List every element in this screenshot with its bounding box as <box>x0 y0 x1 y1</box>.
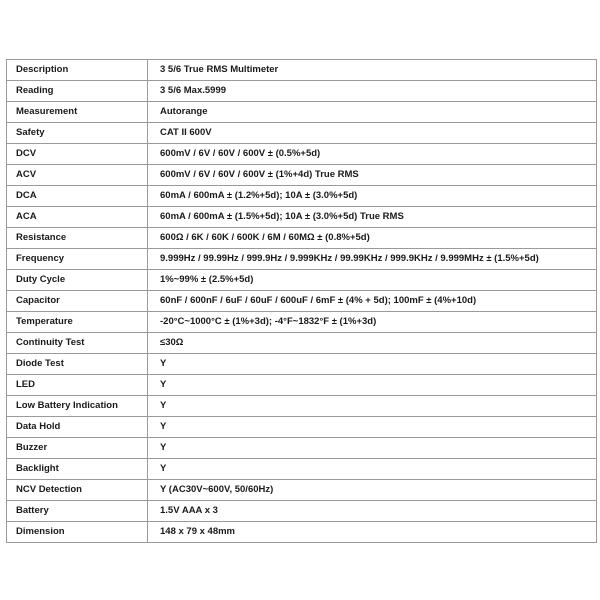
spec-row-dcv <box>7 144 597 165</box>
spec-value: CAT II 600V <box>148 123 597 144</box>
spec-label: Reading <box>7 81 148 102</box>
spec-row-low-battery-indication <box>7 396 597 417</box>
spec-label: Temperature <box>7 312 148 333</box>
spec-label: Data Hold <box>7 417 148 438</box>
spec-row-duty-cycle <box>7 270 597 291</box>
spec-value: 3 5/6 Max.5999 <box>148 81 597 102</box>
spec-row-ncv-detection <box>7 480 597 501</box>
spec-label: Low Battery Indication <box>7 396 148 417</box>
spec-row-dimension <box>7 522 597 543</box>
spec-value: Y (AC30V~600V, 50/60Hz) <box>148 480 597 501</box>
spec-value: Y <box>148 417 597 438</box>
spec-row-backlight <box>7 459 597 480</box>
spec-row-measurement <box>7 102 597 123</box>
spec-label: Diode Test <box>7 354 148 375</box>
spec-value: 3 5/6 True RMS Multimeter <box>148 60 597 81</box>
spec-label: Description <box>7 60 148 81</box>
spec-label: DCV <box>7 144 148 165</box>
spec-row-battery <box>7 501 597 522</box>
spec-table-body <box>7 60 597 543</box>
spec-label: NCV Detection <box>7 480 148 501</box>
spec-row-diode-test <box>7 354 597 375</box>
spec-row-temperature <box>7 312 597 333</box>
spec-value: 60mA / 600mA ± (1.5%+5d); 10A ± (3.0%+5d) True RMS <box>148 207 597 228</box>
spec-value: -20°C~1000°C ± (1%+3d); -4°F~1832°F ± (1%+3d) <box>148 312 597 333</box>
spec-value: 1%~99% ± (2.5%+5d) <box>148 270 597 291</box>
spec-value: Y <box>148 375 597 396</box>
spec-value: Y <box>148 354 597 375</box>
spec-value: 9.999Hz / 99.99Hz / 999.9Hz / 9.999KHz / 99.99KHz / 999.9KHz / 9.999MHz ± (1.5%+5d) <box>148 249 597 270</box>
spec-label: Dimension <box>7 522 148 543</box>
spec-row-aca <box>7 207 597 228</box>
spec-value: Y <box>148 396 597 417</box>
spec-row-safety <box>7 123 597 144</box>
spec-label: DCA <box>7 186 148 207</box>
spec-label: Capacitor <box>7 291 148 312</box>
spec-value: Y <box>148 459 597 480</box>
spec-label: Backlight <box>7 459 148 480</box>
spec-label: LED <box>7 375 148 396</box>
spec-value: 60nF / 600nF / 6uF / 60uF / 600uF / 6mF ± (4% + 5d); 100mF ± (4%+10d) <box>148 291 597 312</box>
spec-label: Buzzer <box>7 438 148 459</box>
spec-label: Safety <box>7 123 148 144</box>
spec-row-continuity-test <box>7 333 597 354</box>
spec-row-description <box>7 60 597 81</box>
spec-value: 148 x 79 x 48mm <box>148 522 597 543</box>
spec-value: 600mV / 6V / 60V / 600V ± (0.5%+5d) <box>148 144 597 165</box>
spec-label: Continuity Test <box>7 333 148 354</box>
spec-row-capacitor <box>7 291 597 312</box>
spec-value: 600mV / 6V / 60V / 600V ± (1%+4d) True RMS <box>148 165 597 186</box>
spec-value: 60mA / 600mA ± (1.2%+5d); 10A ± (3.0%+5d) <box>148 186 597 207</box>
spec-row-data-hold <box>7 417 597 438</box>
spec-value: ≤30Ω <box>148 333 597 354</box>
spec-row-dca <box>7 186 597 207</box>
spec-row-frequency <box>7 249 597 270</box>
spec-value: 600Ω / 6K / 60K / 600K / 6M / 60MΩ ± (0.8%+5d) <box>148 228 597 249</box>
spec-label: Battery <box>7 501 148 522</box>
spec-label: Duty Cycle <box>7 270 148 291</box>
spec-row-buzzer <box>7 438 597 459</box>
spec-row-led <box>7 375 597 396</box>
spec-value: 1.5V AAA x 3 <box>148 501 597 522</box>
spec-label: Measurement <box>7 102 148 123</box>
spec-row-reading <box>7 81 597 102</box>
spec-label: Resistance <box>7 228 148 249</box>
spec-label: Frequency <box>7 249 148 270</box>
spec-table <box>6 59 597 543</box>
spec-label: ACV <box>7 165 148 186</box>
spec-value: Autorange <box>148 102 597 123</box>
spec-row-acv <box>7 165 597 186</box>
spec-label: ACA <box>7 207 148 228</box>
spec-row-resistance <box>7 228 597 249</box>
spec-value: Y <box>148 438 597 459</box>
